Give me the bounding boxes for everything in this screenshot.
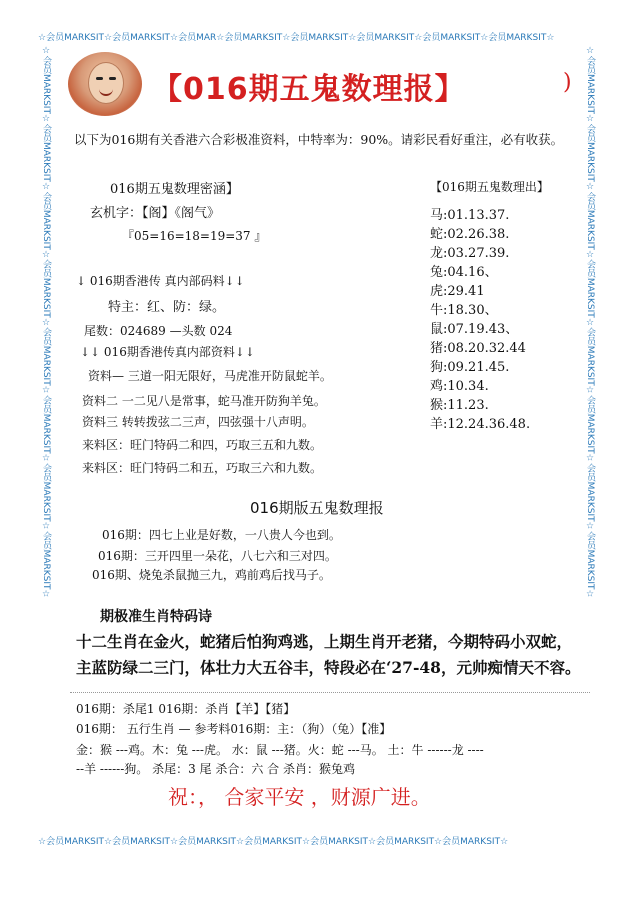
zodiac-line: 羊:12.24.36.48. (430, 417, 531, 432)
poem-line-2: 主蓝防绿二三门，体壮力大五谷丰，特段必在‘27-48，元帅痴情天不容。 (76, 658, 581, 677)
bottom-line-3: 金：猴 ---鸡。木：兔 ---虎。 水：鼠 ---猪。火：蛇 ---马。 土：牛 ------龙 ---- (76, 743, 484, 757)
ziliao-2: 资料二 一二见八是常事，蛇马准开防狗羊兔。 (82, 394, 326, 408)
zodiac-line: 兔:04.16、 (430, 265, 498, 280)
tezhu-line: 特主：红、防：绿。 (108, 300, 226, 315)
avatar-eye-right (109, 77, 116, 80)
poem-line-1: 十二生肖在金火，蛇猪后怕狗鸡逃，上期生肖开老猪，今期特码小双蛇， (76, 632, 573, 651)
divider (70, 692, 590, 693)
laoliao-1: 来料区：旺门特码二和四，巧取三五和九数。 (82, 438, 323, 452)
ziliao-1: 资料— 三道一阳无限好，马虎准开防鼠蛇羊。 (88, 369, 332, 383)
secret-heading: 016期五鬼数理密涵】 (110, 182, 239, 197)
page-title: 【016期五鬼数理报】 (152, 72, 466, 107)
poem-heading: 期极准生肖特码诗 (100, 609, 212, 625)
zodiac-line: 龙:03.27.39. (430, 246, 510, 261)
zodiac-line: 马:01.13.37. (430, 208, 510, 223)
zodiac-line: 牛:18.30、 (430, 303, 498, 318)
zodiac-line: 狗:09.21.45. (430, 360, 510, 375)
avatar-face (88, 62, 124, 104)
edition-heading: 016期版五鬼数理报 (250, 499, 384, 517)
zodiac-heading: 【016期五鬼数理出】 (430, 180, 549, 194)
intro-text: 以下为016期有关香港六合彩极准资料，中特率为：90%。请彩民看好重注，必有收获。 (74, 132, 564, 147)
weishu-line: 尾数：024689 —头数 024 (84, 324, 233, 338)
bottom-line-2: 016期： 五行生肖 — 参考料016期：主：（狗）（兔）【准】 (76, 722, 392, 736)
avatar-portrait (68, 52, 142, 116)
avatar-mouth (99, 89, 113, 96)
ziliao-3: 资料三 转转拨弦二三声，四弦强十八声明。 (82, 415, 314, 429)
zodiac-line: 鸡:10.34. (430, 379, 489, 394)
zodiac-line: 猴:11.23. (430, 398, 489, 413)
edition-line-1: 016期：四七上业是好数，一八贵人今也到。 (102, 528, 341, 542)
edition-line-3: 016期、烧兔杀鼠抛三九，鸡前鸡后找马子。 (92, 568, 331, 582)
avatar-eye-left (96, 77, 103, 80)
numbers-line: 『05=16=18=19=37 』 (122, 229, 267, 243)
laoliao-2: 来料区：旺门特码二和五，巧取三六和九数。 (82, 461, 323, 475)
xuanji-line: 玄机字：【阁】《阁气》 (90, 206, 221, 221)
border-right-text: ☆会员MARKSIT☆会员MARKSIT☆会员MARKSIT☆会员MARKSIT☆会员MARKSIT☆会员MARKSIT☆会员MARKSIT☆会员MARKSIT☆ (585, 46, 595, 600)
border-bottom-text: ☆会员MARKSIT☆会员MARKSIT☆会员MARKSIT☆会员MARKSIT☆会员MARKSIT☆会员MARKSIT☆会员MARKSIT☆ (38, 837, 509, 847)
zodiac-line: 蛇:02.26.38. (430, 227, 510, 242)
border-left-text: ☆会员MARKSIT☆会员MARKSIT☆会员MARKSIT☆会员MARKSIT☆会员MARKSIT☆会员MARKSIT☆会员MARKSIT☆会员MARKSIT☆ (41, 46, 51, 600)
zodiac-line: 虎:29.41 (430, 284, 485, 299)
title-paren: ) (563, 70, 572, 95)
bottom-line-4: --羊 ------狗。 杀尾：3 尾 杀合：六 合 杀肖：猴兔鸡 (76, 762, 355, 776)
blessing: 祝：， 合家平安 ，财源广进。 (168, 785, 431, 809)
hk-heading-2: ↓↓ 016期香港传真内部资料↓↓ (80, 345, 255, 359)
border-left (38, 46, 54, 834)
zodiac-line: 猪:08.20.32.44 (430, 341, 526, 356)
edition-line-2: 016期：三开四里一朵花，八七六和三对四。 (98, 549, 337, 563)
bottom-line-1: 016期：杀尾1 016期：杀肖【羊】【猪】 (76, 702, 296, 716)
border-right (582, 46, 598, 834)
border-top-text: ☆会员MARKSIT☆会员MARKSIT☆会员MAR☆会员MARKSIT☆会员MARKSIT☆会员MARKSIT☆会员MARKSIT☆会员MARKSIT☆ (38, 33, 555, 43)
hk-heading: ↓ 016期香港传 真内部码料↓↓ (76, 274, 245, 288)
zodiac-line: 鼠:07.19.43、 (430, 322, 519, 337)
